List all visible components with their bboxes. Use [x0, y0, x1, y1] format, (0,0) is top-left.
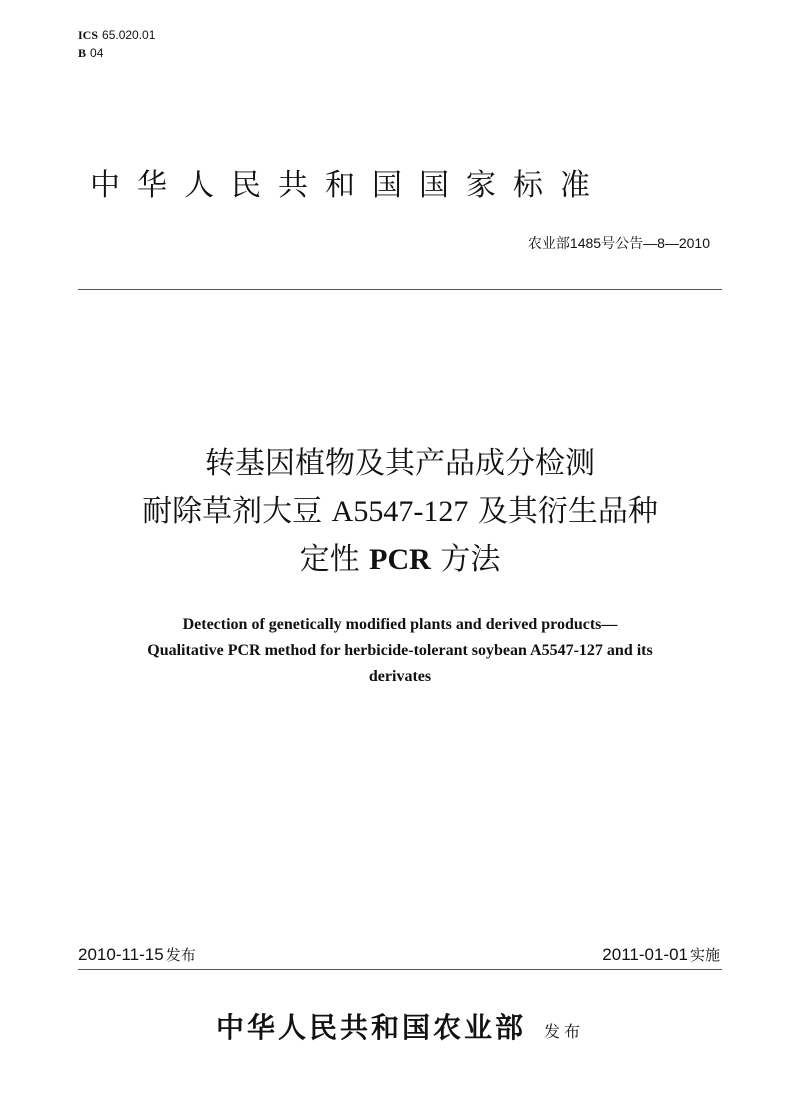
class-code: 04	[90, 46, 104, 60]
ics-label: ICS	[78, 28, 99, 42]
chinese-title-line-2-part-c: 及其衍生品种	[477, 494, 658, 529]
issue-date	[78, 944, 196, 965]
class-label: B	[78, 46, 87, 60]
english-title	[0, 612, 800, 690]
top-divider	[78, 289, 722, 290]
english-title-line-1: Detection of genetically modified plants and derived products—	[182, 616, 618, 633]
chinese-title	[0, 440, 800, 584]
national-standard-title: 中华人民共和国国家标准	[90, 168, 607, 203]
publisher	[0, 1006, 800, 1046]
chinese-title-event-code: A5547-127	[331, 495, 469, 528]
english-title-line-3: derivates	[368, 668, 432, 685]
english-title-line-2: Qualitative PCR method for herbicide-tolerant soybean A5547-127 and its	[147, 642, 653, 659]
ics-line	[78, 26, 155, 44]
chinese-title-line-1: 转基因植物及其产品成分检测	[205, 446, 595, 481]
implementation-date-value: 2011-01-01	[602, 945, 688, 964]
ics-classification	[78, 26, 155, 62]
bottom-divider	[78, 969, 722, 970]
issue-date-word: 发布	[165, 946, 196, 964]
chinese-title-line-3-part-a: 定性	[299, 542, 360, 577]
class-line	[78, 44, 155, 62]
implementation-date	[602, 944, 720, 965]
issue-date-value: 2010-11-15	[78, 945, 164, 964]
publisher-organization: 中华人民共和国农业部	[215, 1011, 526, 1044]
chinese-title-line-2-part-a: 耐除草剂大豆	[142, 494, 323, 529]
publisher-action: 发布	[544, 1022, 585, 1041]
ics-code: 65.020.01	[102, 28, 156, 42]
implementation-date-word: 实施	[689, 946, 720, 964]
chinese-title-pcr: PCR	[369, 543, 431, 576]
chinese-title-line-3-part-c: 方法	[440, 542, 501, 577]
standard-number: 农业部1485号公告—8—2010	[527, 235, 710, 251]
chinese-title-line-3	[0, 536, 800, 584]
chinese-title-line-2	[0, 488, 800, 536]
